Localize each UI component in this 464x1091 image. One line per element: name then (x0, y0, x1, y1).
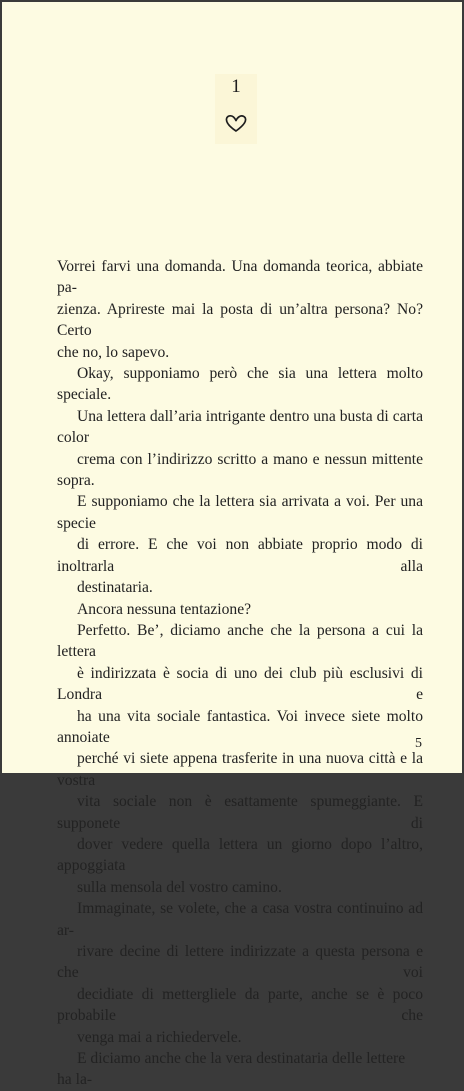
text-line: Vorrei farvi una domanda. Una domanda teorica, abbiate pa- (57, 258, 423, 297)
text-line: vita sociale non è esattamente spumeggiante. E supponete di (57, 793, 423, 832)
book-page (2, 2, 462, 1089)
text-line: E supponiamo che la lettera sia arrivata a voi. Per una specie (57, 493, 423, 532)
text-line: rivare decine di lettere indirizzate a questa persona e che voi (57, 943, 423, 982)
text-line: dover vedere quella lettera un giorno dopo l’altro, appoggiata (57, 835, 423, 875)
chapter-number: 1 (231, 76, 241, 97)
text-line: decidiate di mettergliele da parte, anche se è poco probabile che (57, 985, 423, 1025)
paragraph (57, 1048, 423, 1091)
text-line: perché vi siete appena trasferite in una nuova città e la vostra (57, 750, 423, 789)
heart-icon (224, 112, 248, 134)
text-line: di errore. E che voi non abbiate proprio modo di inoltrarla alla (57, 536, 423, 575)
paragraph (57, 363, 423, 598)
page-number: 5 (415, 736, 422, 751)
paragraph (57, 256, 423, 363)
text-line: E diciamo anche che la vera destinataria delle lettere ha la- (57, 1050, 406, 1089)
text-line: Okay, supponiamo però che sia una lettera molto speciale. (57, 365, 423, 404)
text-line: destinataria. (77, 579, 153, 597)
text-line: Una lettera dall’aria intrigante dentro una busta di carta color (57, 407, 423, 447)
paragraph (57, 599, 423, 620)
text-line: sulla mensola del vostro camino. (77, 878, 282, 896)
text-line: Immaginate, se volete, che a casa vostra continuino ad ar- (57, 900, 423, 939)
text-line: Ancora nessuna tentazione? (77, 600, 252, 618)
paragraph (57, 620, 423, 898)
paragraph (57, 898, 423, 1048)
text-line: che no, lo sapevo. (57, 343, 170, 361)
text-line: Perfetto. Be’, diciamo anche che la persona a cui la lettera (57, 621, 423, 661)
text-line: è indirizzata è socia di uno dei club più esclusivi di Londra e (57, 664, 423, 704)
body-text (57, 256, 423, 1091)
text-line: ha una vita sociale fantastica. Voi invece siete molto annoiate (57, 707, 423, 746)
text-line: venga mai a richiedervele. (77, 1028, 242, 1046)
chapter-heading (215, 74, 257, 144)
text-line: zienza. Aprireste mai la posta di un’altra persona? No? Certo (57, 300, 423, 340)
text-line: crema con l’indirizzo scritto a mano e nessun mittente sopra. (57, 450, 423, 490)
